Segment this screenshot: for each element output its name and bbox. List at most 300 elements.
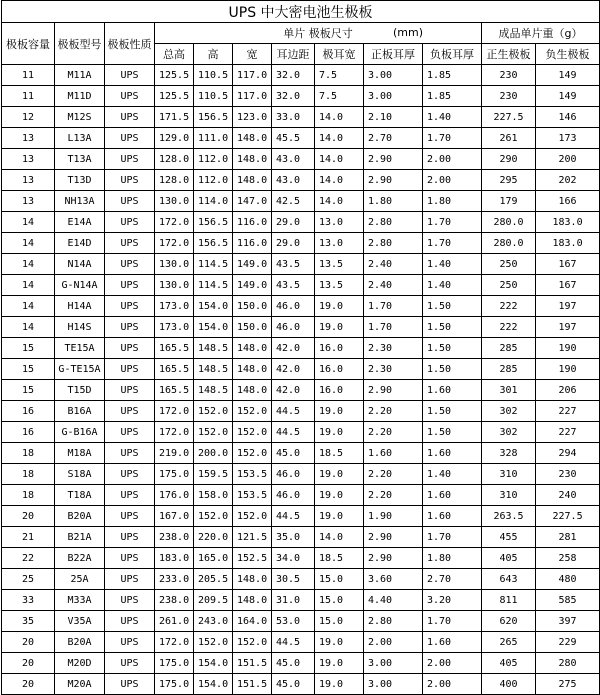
table-cell: 18	[2, 485, 55, 506]
table-cell: 125.5	[155, 65, 194, 86]
table-cell: 165.5	[155, 338, 194, 359]
table-cell: L13A	[55, 128, 105, 149]
table-cell: 3.20	[423, 590, 482, 611]
table-cell: 44.5	[272, 632, 315, 653]
table-cell: 179	[482, 191, 536, 212]
table-cell: UPS	[105, 380, 155, 401]
table-cell: 45.0	[272, 653, 315, 674]
table-cell: 310	[482, 485, 536, 506]
table-cell: 238.0	[155, 590, 194, 611]
table-cell: 121.5	[233, 527, 272, 548]
table-cell: 3.00	[364, 674, 423, 695]
table-cell: 22	[2, 548, 55, 569]
table-cell: 175.0	[155, 653, 194, 674]
table-cell: B16A	[55, 401, 105, 422]
table-row	[2, 317, 600, 338]
table-cell: 1.50	[423, 296, 482, 317]
table-cell: 152.0	[233, 422, 272, 443]
table-cell: 175.0	[155, 464, 194, 485]
table-row	[2, 548, 600, 569]
table-cell: 30.5	[272, 569, 315, 590]
table-cell: 111.0	[194, 128, 233, 149]
table-cell: 46.0	[272, 317, 315, 338]
table-cell: 159.5	[194, 464, 233, 485]
table-cell: 2.20	[364, 422, 423, 443]
table-cell: 2.00	[423, 149, 482, 170]
col-lug-offset: 耳边距	[272, 44, 315, 65]
table-cell: 811	[482, 590, 536, 611]
table-row	[2, 611, 600, 632]
table-cell: M20D	[55, 653, 105, 674]
table-cell: 1.60	[423, 485, 482, 506]
table-cell: 14.0	[315, 107, 364, 128]
table-cell: 153.5	[233, 485, 272, 506]
table-cell: 147.0	[233, 191, 272, 212]
table-cell: 227	[536, 422, 600, 443]
table-cell: 205.5	[194, 569, 233, 590]
table-cell: 2.80	[364, 611, 423, 632]
table-cell: 172.0	[155, 632, 194, 653]
table-cell: 233.0	[155, 569, 194, 590]
table-cell: 150.0	[233, 317, 272, 338]
col-model: 极板型号	[55, 23, 105, 65]
table-cell: 1.40	[423, 464, 482, 485]
table-cell: 14	[2, 233, 55, 254]
table-cell: 43.5	[272, 254, 315, 275]
table-cell: 1.60	[423, 506, 482, 527]
table-cell: 261	[482, 128, 536, 149]
dims-group-label: 单片 极板尺寸	[283, 27, 353, 40]
table-cell: 2.40	[364, 254, 423, 275]
table-cell: 405	[482, 548, 536, 569]
table-row	[2, 506, 600, 527]
table-cell: 21	[2, 527, 55, 548]
table-row	[2, 149, 600, 170]
table-cell: 19.0	[315, 317, 364, 338]
table-cell: 455	[482, 527, 536, 548]
table-cell: 15.0	[315, 611, 364, 632]
table-cell: 45.0	[272, 674, 315, 695]
table-cell: 128.0	[155, 170, 194, 191]
table-cell: 152.0	[233, 443, 272, 464]
table-cell: 2.70	[423, 569, 482, 590]
table-cell: 53.0	[272, 611, 315, 632]
table-cell: 42.5	[272, 191, 315, 212]
table-row	[2, 275, 600, 296]
table-cell: 13	[2, 149, 55, 170]
table-cell: 2.20	[364, 464, 423, 485]
table-cell: 156.5	[194, 107, 233, 128]
table-row	[2, 233, 600, 254]
table-cell: UPS	[105, 611, 155, 632]
table-row	[2, 464, 600, 485]
table-cell: 148.0	[233, 380, 272, 401]
table-cell: UPS	[105, 464, 155, 485]
table-cell: 1.60	[423, 632, 482, 653]
table-cell: T13D	[55, 170, 105, 191]
table-cell: UPS	[105, 128, 155, 149]
table-cell: M33A	[55, 590, 105, 611]
table-row	[2, 569, 600, 590]
table-cell: M20A	[55, 674, 105, 695]
table-cell: 265	[482, 632, 536, 653]
table-cell: 14.0	[315, 149, 364, 170]
table-cell: 148.5	[194, 338, 233, 359]
table-cell: 152.0	[233, 401, 272, 422]
table-cell: 19.0	[315, 632, 364, 653]
table-cell: 2.40	[364, 275, 423, 296]
table-cell: 2.00	[423, 674, 482, 695]
table-cell: 1.80	[364, 191, 423, 212]
table-cell: 165.5	[155, 380, 194, 401]
table-cell: 148.0	[233, 590, 272, 611]
table-cell: 16.0	[315, 338, 364, 359]
table-cell: 114.5	[194, 254, 233, 275]
table-cell: 1.70	[364, 296, 423, 317]
table-cell: 149	[536, 65, 600, 86]
table-cell: 261.0	[155, 611, 194, 632]
table-cell: 281	[536, 527, 600, 548]
table-cell: 2.90	[364, 170, 423, 191]
table-cell: 2.20	[364, 401, 423, 422]
table-cell: UPS	[105, 275, 155, 296]
table-cell: 45.0	[272, 443, 315, 464]
table-row	[2, 254, 600, 275]
table-cell: 146	[536, 107, 600, 128]
table-cell: 14	[2, 212, 55, 233]
table-cell: 151.5	[233, 674, 272, 695]
table-cell: 42.0	[272, 380, 315, 401]
table-cell: 152.0	[194, 632, 233, 653]
table-cell: E14A	[55, 212, 105, 233]
table-cell: 153.5	[233, 464, 272, 485]
table-cell: 156.5	[194, 212, 233, 233]
table-cell: 43.0	[272, 170, 315, 191]
table-cell: E14D	[55, 233, 105, 254]
table-cell: 152.0	[194, 506, 233, 527]
table-cell: UPS	[105, 569, 155, 590]
table-cell: 25A	[55, 569, 105, 590]
table-cell: 2.30	[364, 338, 423, 359]
table-cell: G-N14A	[55, 275, 105, 296]
table-cell: 13.0	[315, 212, 364, 233]
table-cell: 585	[536, 590, 600, 611]
table-cell: 176.0	[155, 485, 194, 506]
table-cell: 397	[536, 611, 600, 632]
table-cell: 152.0	[233, 632, 272, 653]
table-cell: 13	[2, 128, 55, 149]
table-cell: 11	[2, 86, 55, 107]
table-cell: 2.00	[423, 170, 482, 191]
table-cell: 152.5	[233, 548, 272, 569]
table-cell: 18.5	[315, 548, 364, 569]
table-row	[2, 422, 600, 443]
table-row	[2, 443, 600, 464]
table-cell: 3.00	[364, 65, 423, 86]
table-cell: UPS	[105, 170, 155, 191]
table-cell: UPS	[105, 296, 155, 317]
table-cell: 149	[536, 86, 600, 107]
table-cell: B22A	[55, 548, 105, 569]
table-cell: UPS	[105, 86, 155, 107]
table-cell: 20	[2, 653, 55, 674]
table-cell: 42.0	[272, 338, 315, 359]
table-cell: 20	[2, 674, 55, 695]
table-cell: 2.30	[364, 359, 423, 380]
weight-group-header: 成品单片重（g）	[482, 23, 600, 44]
col-nature: 极板性质	[105, 23, 155, 65]
table-row	[2, 107, 600, 128]
table-cell: 172.0	[155, 212, 194, 233]
table-cell: 35.0	[272, 527, 315, 548]
table-cell: 166	[536, 191, 600, 212]
col-capacity: 极板容量	[2, 23, 55, 65]
table-cell: 14	[2, 275, 55, 296]
plate-spec-table	[1, 0, 600, 695]
table-cell: 42.0	[272, 359, 315, 380]
table-cell: 130.0	[155, 254, 194, 275]
table-cell: 172.0	[155, 401, 194, 422]
table-cell: 15.0	[315, 590, 364, 611]
table-cell: 158.0	[194, 485, 233, 506]
table-cell: 129.0	[155, 128, 194, 149]
dims-group-header	[155, 23, 482, 44]
table-cell: 172.0	[155, 422, 194, 443]
table-cell: 16.0	[315, 359, 364, 380]
table-cell: 230	[536, 464, 600, 485]
table-cell: 112.0	[194, 149, 233, 170]
table-cell: UPS	[105, 212, 155, 233]
table-cell: 14	[2, 254, 55, 275]
table-cell: 200	[536, 149, 600, 170]
table-cell: 148.0	[233, 569, 272, 590]
table-cell: 110.5	[194, 86, 233, 107]
table-cell: 238.0	[155, 527, 194, 548]
col-neg-lug-thickness: 负板耳厚	[423, 44, 482, 65]
table-cell: 295	[482, 170, 536, 191]
table-row	[2, 65, 600, 86]
table-cell: M11A	[55, 65, 105, 86]
table-cell: 15	[2, 338, 55, 359]
table-cell: 2.80	[364, 212, 423, 233]
table-cell: 1.50	[423, 401, 482, 422]
table-cell: 46.0	[272, 464, 315, 485]
table-cell: 31.0	[272, 590, 315, 611]
table-cell: M18A	[55, 443, 105, 464]
table-cell: 1.80	[423, 191, 482, 212]
table-cell: 25	[2, 569, 55, 590]
table-cell: 19.0	[315, 485, 364, 506]
table-cell: UPS	[105, 233, 155, 254]
table-cell: 480	[536, 569, 600, 590]
table-cell: 222	[482, 317, 536, 338]
table-cell: 2.80	[364, 233, 423, 254]
table-cell: 1.70	[423, 527, 482, 548]
table-cell: 280.0	[482, 212, 536, 233]
table-cell: 328	[482, 443, 536, 464]
col-total-height: 总高	[155, 44, 194, 65]
table-cell: 1.50	[423, 317, 482, 338]
table-cell: 2.00	[364, 632, 423, 653]
table-cell: 45.5	[272, 128, 315, 149]
table-cell: 154.0	[194, 296, 233, 317]
table-cell: 1.40	[423, 275, 482, 296]
table-cell: 1.60	[423, 380, 482, 401]
table-cell: 263.5	[482, 506, 536, 527]
table-cell: N14A	[55, 254, 105, 275]
table-cell: 19.0	[315, 296, 364, 317]
dims-unit-label: (mm)	[392, 26, 423, 39]
table-cell: 15.0	[315, 569, 364, 590]
table-cell: 290	[482, 149, 536, 170]
table-cell: 18	[2, 464, 55, 485]
table-cell: 12	[2, 107, 55, 128]
table-cell: UPS	[105, 632, 155, 653]
table-cell: 15	[2, 359, 55, 380]
table-cell: 7.5	[315, 65, 364, 86]
table-cell: 46.0	[272, 296, 315, 317]
table-cell: 1.80	[423, 548, 482, 569]
table-cell: 1.50	[423, 338, 482, 359]
table-cell: 3.60	[364, 569, 423, 590]
table-cell: 125.5	[155, 86, 194, 107]
table-cell: 33	[2, 590, 55, 611]
table-cell: 152.0	[194, 422, 233, 443]
table-cell: 250	[482, 275, 536, 296]
table-cell: 19.0	[315, 653, 364, 674]
table-cell: 148.5	[194, 380, 233, 401]
table-cell: 152.0	[194, 401, 233, 422]
table-cell: 116.0	[233, 212, 272, 233]
table-title: UPS 中大密电池生极板	[2, 1, 600, 23]
table-cell: 301	[482, 380, 536, 401]
table-cell: NH13A	[55, 191, 105, 212]
table-cell: 20	[2, 632, 55, 653]
table-cell: UPS	[105, 548, 155, 569]
table-cell: 164.0	[233, 611, 272, 632]
table-cell: 2.00	[423, 653, 482, 674]
table-cell: 148.0	[233, 170, 272, 191]
table-cell: 197	[536, 296, 600, 317]
table-cell: 152.0	[233, 506, 272, 527]
table-cell: UPS	[105, 653, 155, 674]
table-cell: 114.5	[194, 275, 233, 296]
table-cell: 130.0	[155, 191, 194, 212]
table-cell: 14	[2, 317, 55, 338]
table-cell: 1.40	[423, 254, 482, 275]
table-cell: 117.0	[233, 86, 272, 107]
table-cell: 2.90	[364, 527, 423, 548]
table-cell: UPS	[105, 674, 155, 695]
table-cell: 156.5	[194, 233, 233, 254]
table-row	[2, 191, 600, 212]
col-height: 高	[194, 44, 233, 65]
table-cell: 173	[536, 128, 600, 149]
table-cell: 19.0	[315, 674, 364, 695]
table-cell: 148.0	[233, 128, 272, 149]
table-cell: 183.0	[155, 548, 194, 569]
table-row	[2, 674, 600, 695]
table-cell: 13.5	[315, 275, 364, 296]
table-cell: 2.90	[364, 380, 423, 401]
table-cell: 200.0	[194, 443, 233, 464]
table-cell: 173.0	[155, 317, 194, 338]
table-cell: UPS	[105, 443, 155, 464]
col-neg-plate-weight: 负生极板	[536, 44, 600, 65]
table-cell: 2.90	[364, 548, 423, 569]
table-cell: 14.0	[315, 170, 364, 191]
table-cell: 243.0	[194, 611, 233, 632]
table-cell: 405	[482, 653, 536, 674]
table-cell: 229	[536, 632, 600, 653]
table-cell: 151.5	[233, 653, 272, 674]
table-cell: 1.85	[423, 86, 482, 107]
table-row	[2, 632, 600, 653]
table-cell: 19.0	[315, 506, 364, 527]
table-cell: TE15A	[55, 338, 105, 359]
table-cell: 1.60	[364, 443, 423, 464]
table-cell: 190	[536, 359, 600, 380]
table-cell: 230	[482, 65, 536, 86]
table-cell: 14.0	[315, 527, 364, 548]
table-cell: 302	[482, 422, 536, 443]
table-cell: 173.0	[155, 296, 194, 317]
table-cell: 13	[2, 170, 55, 191]
table-cell: 32.0	[272, 86, 315, 107]
table-cell: 148.0	[233, 338, 272, 359]
table-cell: 172.0	[155, 233, 194, 254]
table-cell: 16.0	[315, 380, 364, 401]
table-cell: 227	[536, 401, 600, 422]
table-cell: 14.0	[315, 128, 364, 149]
table-cell: 167	[536, 254, 600, 275]
table-cell: UPS	[105, 359, 155, 380]
table-cell: 209.5	[194, 590, 233, 611]
table-cell: UPS	[105, 506, 155, 527]
table-cell: S18A	[55, 464, 105, 485]
table-cell: UPS	[105, 590, 155, 611]
table-cell: B20A	[55, 632, 105, 653]
table-cell: 1.40	[423, 107, 482, 128]
table-row	[2, 590, 600, 611]
table-cell: 171.5	[155, 107, 194, 128]
table-row	[2, 485, 600, 506]
table-cell: 154.0	[194, 674, 233, 695]
table-cell: 149.0	[233, 254, 272, 275]
table-cell: 32.0	[272, 65, 315, 86]
table-cell: T15D	[55, 380, 105, 401]
table-cell: B21A	[55, 527, 105, 548]
table-row	[2, 380, 600, 401]
table-cell: 230	[482, 86, 536, 107]
table-cell: 2.90	[364, 149, 423, 170]
table-cell: 46.0	[272, 485, 315, 506]
table-cell: 117.0	[233, 65, 272, 86]
table-cell: UPS	[105, 254, 155, 275]
table-cell: T13A	[55, 149, 105, 170]
table-cell: 154.0	[194, 653, 233, 674]
table-cell: 197	[536, 317, 600, 338]
table-cell: 2.20	[364, 485, 423, 506]
table-cell: 620	[482, 611, 536, 632]
table-cell: 250	[482, 254, 536, 275]
table-cell: 16	[2, 401, 55, 422]
table-cell: 18	[2, 443, 55, 464]
table-cell: 29.0	[272, 212, 315, 233]
table-cell: 43.0	[272, 149, 315, 170]
table-cell: G-B16A	[55, 422, 105, 443]
table-cell: 202	[536, 170, 600, 191]
